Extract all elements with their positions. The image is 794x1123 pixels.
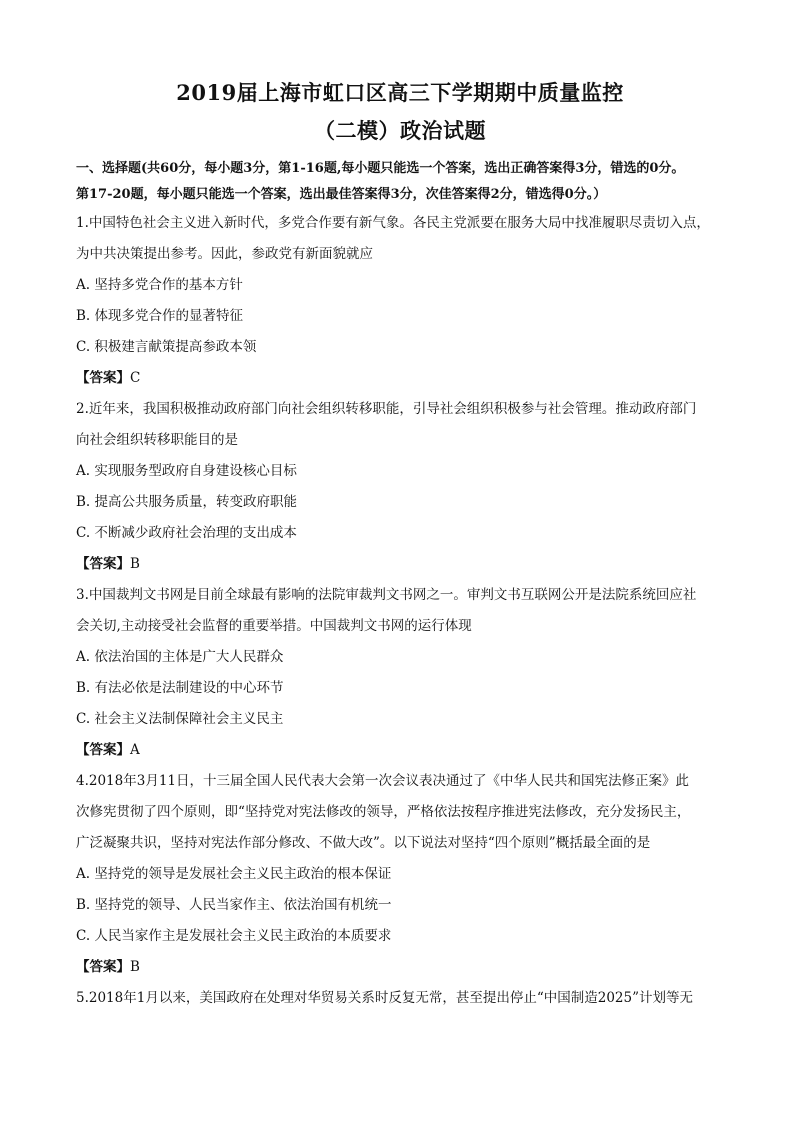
page-subtitle: （二模）政治试题 [314, 118, 486, 143]
question-4 [76, 766, 724, 983]
option-a: A. 坚持党的领导是发展社会主义民主政治的根本保证 [76, 866, 392, 882]
answer-value: C [130, 370, 141, 386]
answer-value: A [130, 742, 140, 758]
instruction-line: 第17-20题，每小题只能选一个答案，选出最佳答案得3分，次佳答案得2分，错选得0分。） [76, 187, 607, 202]
answer-label: 【答案】 [76, 370, 130, 386]
option-b: B. 体现多党合作的显著特征 [76, 308, 244, 324]
question-1 [76, 208, 724, 394]
option-c: C. 积极建言献策提高参政本领 [76, 339, 257, 355]
answer-line [76, 363, 724, 394]
section-instructions [76, 156, 724, 208]
page-title: 2019届上海市虹口区高三下学期期中质量监控 [176, 80, 624, 105]
question-stem-line: 3.中国裁判文书网是目前全球最有影响的法院审裁判文书网之一。审判文书互联网公开是法院系统回应社 [76, 587, 697, 603]
option-c: C. 不断减少政府社会治理的支出成本 [76, 525, 297, 541]
option-b: B. 有法必依是法制建设的中心环节 [76, 680, 284, 696]
option-b: B. 提高公共服务质量，转变政府职能 [76, 494, 298, 510]
option-a: A. 实现服务型政府自身建设核心目标 [76, 463, 297, 479]
question-2 [76, 394, 724, 580]
answer-label: 【答案】 [76, 556, 130, 572]
document-page [76, 78, 724, 1014]
question-stem-line: 1.中国特色社会主义进入新时代，多党合作要有新气象。各民主党派要在服务大局中找准履职尽责切入点， [76, 215, 710, 231]
question-5 [76, 983, 724, 1014]
question-stem-line: 2.近年来，我国积极推动政府部门向社会组织转移职能，引导社会组织积极参与社会管理。推动政府部门 [76, 401, 697, 417]
answer-value: B [130, 959, 140, 975]
option-a: A. 依法治国的主体是广大人民群众 [76, 649, 284, 665]
answer-value: B [130, 556, 140, 572]
option-c: C. 人民当家作主是发展社会主义民主政治的本质要求 [76, 928, 392, 944]
option-c: C. 社会主义法制保障社会主义民主 [76, 711, 284, 727]
question-stem-line: 会关切,主动接受社会监督的重要举措。中国裁判文书网的运行体现 [76, 618, 472, 634]
instruction-line: 一、选择题(共60分，每小题3分，第1-16题,每小题只能选一个答案，选出正确答案得3分，错选的0分。 [76, 161, 685, 176]
answer-line [76, 735, 724, 766]
answer-label: 【答案】 [76, 742, 130, 758]
question-stem-line: 次修宪贯彻了四个原则，即“坚持党对宪法修改的领导，严格依法按程序推进宪法修改，充分发扬民主， [76, 804, 691, 820]
option-b: B. 坚持党的领导、人民当家作主、依法治国有机统一 [76, 897, 392, 913]
question-3 [76, 580, 724, 766]
question-stem-line: 广泛凝聚共识，坚持对宪法作部分修改、不做大改”。以下说法对坚持“四个原则”概括最全面的是 [76, 835, 651, 851]
option-a: A. 坚持多党合作的基本方针 [76, 277, 243, 293]
question-stem-line: 为中共决策提出参考。因此，参政党有新面貌就应 [76, 246, 373, 262]
answer-line [76, 549, 724, 580]
question-stem-line: 4.2018年3月11日，十三届全国人民代表大会第一次会议表决通过了《中华人民共和国宪法修正案》此 [76, 773, 690, 789]
question-stem-line: 5.2018年1月以来，美国政府在处理对华贸易关系时反复无常，甚至提出停止“中国制造2025”计划等无 [76, 990, 693, 1006]
question-stem-line: 向社会组织转移职能目的是 [76, 432, 238, 448]
answer-label: 【答案】 [76, 959, 130, 975]
answer-line [76, 952, 724, 983]
